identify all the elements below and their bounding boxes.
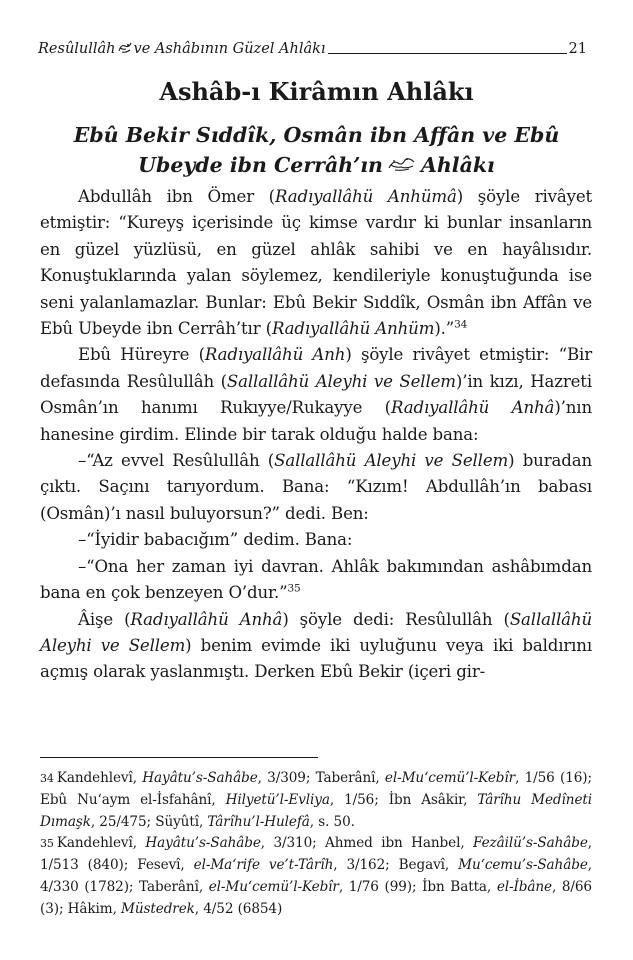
paragraph-4: –“İyidir babacığım” dedim. Bana: [78, 530, 353, 550]
footnotes [40, 768, 592, 921]
footnote-35: 35 Kandehlevî, Hayâtu’s-Sahâbe, 3/310; Ahmed ibn Hanbel, Fezâilü’s-Sahâbe, 1/513 (840); Fesevî, el-Ma‘rife ve’t-Târîh, 3/162; Begavî, Mu‘cemu’s-Sahâbe, 4/330 (1782); Taberânî, el-Mu‘cemü’l-Kebîr, 1/76 (99); İbn Batta, el-İbâne, 8/66 (3); Hâkim, Müstedrek, 4/52 (6854) [40, 835, 593, 917]
section-title [40, 120, 593, 180]
chapter-title: Ashâb-ı Kirâmın Ahlâkı [159, 77, 474, 106]
paragraph-6: Âişe (Radıyallâhü Anhâ) şöyle dedi: Resûlullâh (Sallallâhü Aleyhi ve Sellem) benim evimde iki uyluğunu veya iki baldırını açmış olarak yaslanmıştı. Derken Ebû Bekir (içeri gir- [40, 609, 592, 682]
paragraph-3: –“Az evvel Resûlullâh (Sallallâhü Aleyhi ve Sellem) buradan çıktı. Saçını tarıyordum. Bana: “Kızım! Abdullâh’ın babası (Osmân)’ı nasıl buluyorsun?” dedi. Ben: [40, 451, 592, 523]
running-title: Resûlullâh ve Ashâbının Güzel Ahlâkı [38, 41, 326, 57]
radiyallahu-anhum-glyph-icon [387, 156, 417, 172]
body-text [40, 184, 592, 686]
footnote-ref-35[interactable]: 35 [287, 582, 301, 595]
footnote-rule [40, 757, 318, 758]
footnote-ref-34[interactable]: 34 [454, 318, 468, 331]
salawat-glyph-icon [117, 41, 133, 54]
paragraph-5: –“Ona her zaman iyi davran. Ahlâk bakımından ashâbımdan bana en çok benzeyen O’dur.”$^{35}$ [40, 556, 592, 603]
header-rule [328, 53, 567, 54]
section-title-line-1: Ebû Bekir Sıddîk, Osmân ibn Affân ve Ebû [73, 123, 560, 147]
paragraph-1: Abdullâh ibn Ömer (Radıyallâhü Anhümâ) şöyle rivâyet etmiştir: “Kureyş içerisinde üç kimse vardır ki bunlar insanların en güzel yüzlüsü, en güzel ahlâk sahibi ve en hayâlısıdır. Konuştuklarında yalan söylemez, kendileriyle konuştuğunda ise seni yalanlamazlar. Bunlar: Ebû Bekir Sıddîk, Osmân ibn Affân ve Ebû Ubeyde ibn Cerrâh’tır (Radıyallâhü Anhüm).”$^{34}$ [40, 187, 593, 339]
section-title-line-2: Ubeyde ibn Cerrâh’ın Ahlâkı [138, 153, 495, 177]
footnote-34: 34 Kandehlevî, Hayâtu’s-Sahâbe, 3/309; Taberânî, el-Mu‘cemü’l-Kebîr, 1/56 (16); Ebû Nu‘aym el-İsfahânî, Hilyetü’l-Evliya, 1/56; İbn Asâkir, Târîhu Medîneti Dımaşk, 25/475; Süyûtî, Târîhu’l-Hulefâ, s. 50. [40, 770, 592, 830]
running-header [38, 40, 587, 58]
page-number: 21 [568, 41, 587, 57]
paragraph-2: Ebû Hüreyre (Radıyallâhü Anh) şöyle rivâyet etmiştir: “Bir defasında Resûlullâh (Sallallâhü Aleyhi ve Sellem)’in kızı, Hazreti Osmân’ın hanımı Rukıyye/Rukayye (Radıyallâhü Anhâ)’nın hanesine girdim. Elinde bir tarak olduğu halde bana: [40, 345, 592, 444]
